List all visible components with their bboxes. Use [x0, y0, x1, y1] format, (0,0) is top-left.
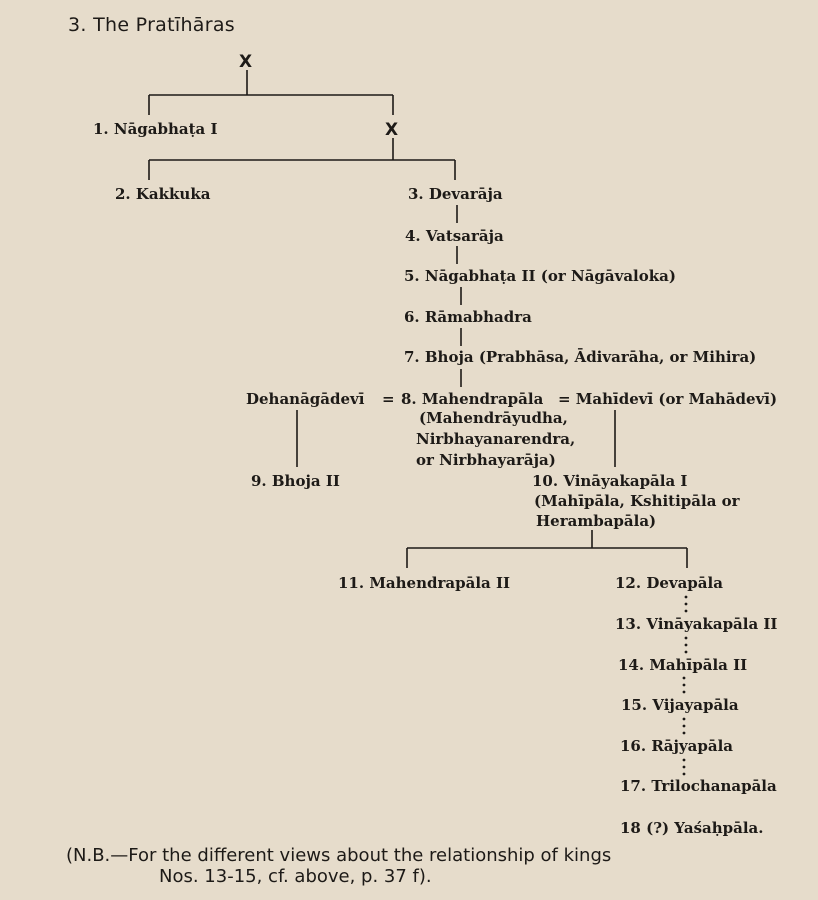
page-title: 3. The Pratīhāras — [68, 14, 235, 36]
king-16: 16. Rājyapāla — [620, 737, 733, 755]
ancestor-x-second: X — [385, 120, 399, 140]
king-17: 17. Trilochanapāla — [620, 777, 777, 795]
king-10-alt-names-2: Herambapāla) — [536, 512, 657, 530]
king-10: 10. Vināyakapāla I — [532, 472, 688, 490]
king-13: 13. Vināyakapāla II — [615, 615, 778, 633]
king-3: 3. Devarāja — [408, 185, 503, 203]
king-8: 8. Mahendrapāla — [401, 390, 544, 408]
queen-mahidevi: = Mahīdevī (or Mahādevī) — [558, 390, 778, 408]
footnote-line-2: Nos. 13-15, cf. above, p. 37 f). — [159, 866, 432, 887]
king-7: 7. Bhoja (Prabhāsa, Ādivarāha, or Mihira) — [404, 348, 757, 366]
king-5: 5. Nāgabhaṭa II (or Nāgāvaloka) — [404, 267, 676, 285]
ancestor-x-top: X — [239, 52, 253, 72]
king-1: 1. Nāgabhaṭa I — [93, 120, 218, 138]
queen-dehanagadevi: Dehanāgādevī — [246, 390, 365, 408]
king-11: 11. Mahendrapāla II — [338, 574, 510, 592]
king-18: 18 (?) Yaśaḥpāla. — [620, 819, 764, 837]
footnote-line-1: (N.B.—For the different views about the relationship of kings — [66, 845, 612, 866]
king-8-alt-names-1: (Mahendrāyudha, — [419, 409, 568, 427]
king-8-alt-names-3: or Nirbhayarāja) — [416, 451, 556, 469]
king-8-alt-names-2: Nirbhayanarendra, — [416, 430, 576, 448]
king-2: 2. Kakkuka — [115, 185, 211, 203]
king-12: 12. Devapāla — [615, 574, 723, 592]
king-10-alt-names-1: (Mahīpāla, Kshitipāla or — [534, 492, 740, 510]
king-15: 15. Vijayapāla — [621, 696, 739, 714]
marriage-sign-1: = — [382, 390, 395, 408]
king-9: 9. Bhoja II — [251, 472, 340, 490]
king-14: 14. Mahīpāla II — [618, 656, 748, 674]
king-6: 6. Rāmabhadra — [404, 308, 532, 326]
king-4: 4. Vatsarāja — [405, 227, 504, 245]
